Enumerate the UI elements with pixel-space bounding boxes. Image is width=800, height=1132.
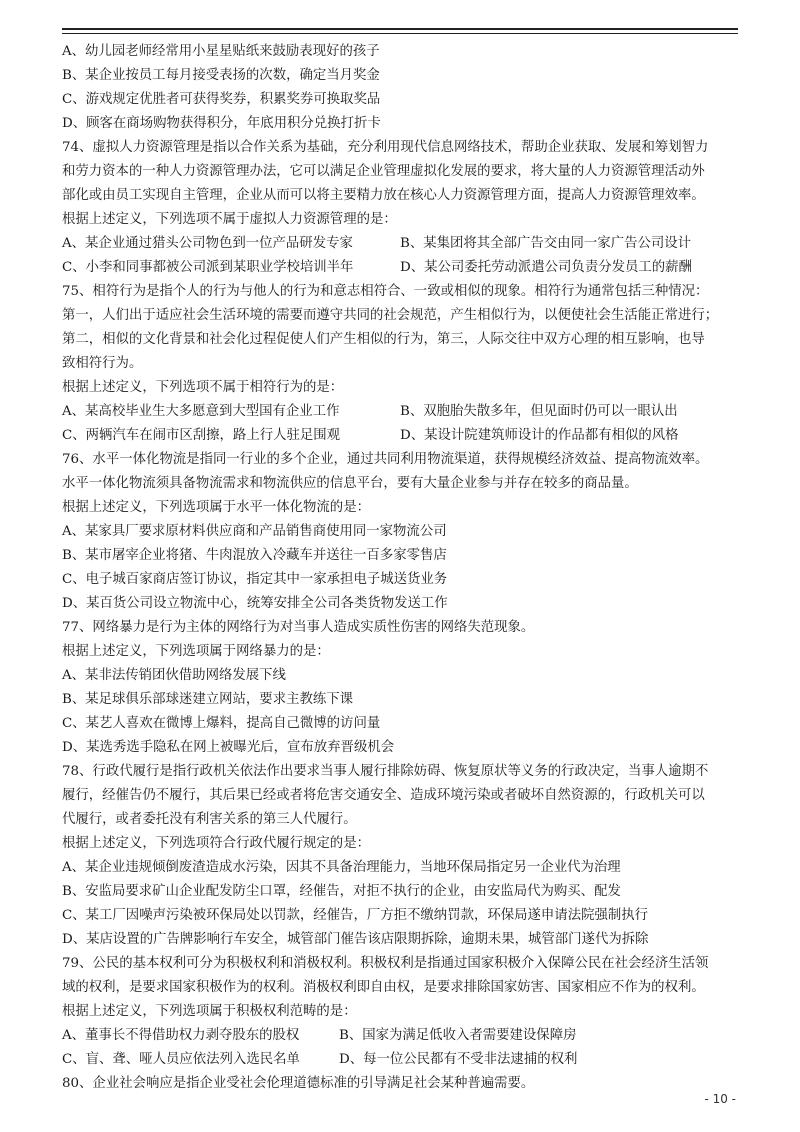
q73-option-a: A、幼儿园老师经常用小星星贴纸来鼓励表现好的孩子 bbox=[62, 44, 380, 59]
q74-stem-line-3: 部化或由员工实现自主管理，企业从而可以将主要精力放在核心人力资源管理方面，提高人力资源管理效率。 bbox=[62, 188, 705, 203]
q78-stem-line-3: 代履行，或者委托没有利害关系的第三人代履行。 bbox=[62, 812, 357, 827]
q74-options-row-1 bbox=[62, 232, 738, 256]
q78-option-c: C、某工厂因噪声污染被环保局处以罚款，经催告，厂方拒不缴纳罚款，环保局遂申请法院强制执行 bbox=[62, 908, 649, 923]
question-77 bbox=[62, 616, 738, 760]
q77-option-d: D、某选秀选手隐私在网上被曝光后，宣布放弃晋级机会 bbox=[62, 740, 395, 755]
q76-question: 根据上述定义，下列选项属于水平一体化物流的是： bbox=[62, 500, 370, 515]
q78-option-a: A、某企业违规倾倒废渣造成水污染，因其不具备治理能力，当地环保局指定另一企业代为治理 bbox=[62, 860, 621, 875]
question-74 bbox=[62, 136, 738, 280]
q76-option-d: D、某百货公司设立物流中心，统筹安排全公司各类货物发送工作 bbox=[62, 596, 448, 611]
q73-option-b: B、某企业按员工每月接受表扬的次数，确定当月奖金 bbox=[62, 68, 380, 83]
q73-options bbox=[62, 40, 738, 136]
q75-stem-line-2: 第一，人们出于适应社会生活环境的需要而遵守共同的社会规范，产生相似行为，以便使社会生活能正常进行； bbox=[62, 308, 719, 323]
q74-question: 根据上述定义，下列选项不属于虚拟人力资源管理的是： bbox=[62, 212, 397, 227]
q75-option-a: A、某高校毕业生大多愿意到大型国有企业工作 bbox=[62, 404, 340, 419]
q75-stem-line-1: 75、相符行为是指个人的行为与他人的行为和意志相符合、一致或相似的现象。相符行为通常包括三种情况： bbox=[62, 284, 709, 299]
q79-options-row-2 bbox=[62, 1048, 738, 1072]
q79-option-b: B、国家为满足低收入者需要建设保障房 bbox=[339, 1028, 577, 1043]
q76-option-c: C、电子城百家商店签订协议，指定其中一家承担电子城送货业务 bbox=[62, 572, 448, 587]
q79-option-a: A、董事长不得借助权力剥夺股东的股权 bbox=[62, 1028, 300, 1043]
q77-option-c: C、某艺人喜欢在微博上爆料，提高自己微博的访问量 bbox=[62, 716, 381, 731]
page-content bbox=[62, 40, 738, 1096]
q79-option-c: C、盲、聋、哑人员应依法列入选民名单 bbox=[62, 1052, 300, 1067]
q75-option-d: D、某设计院建筑师设计的作品都有相似的风格 bbox=[400, 428, 679, 443]
q76-stem-line-1: 76、水平一体化物流是指同一行业的多个企业，通过共同利用物流渠道，获得规模经济效益、提高物流效率。 bbox=[62, 452, 709, 467]
page-number: - 10 - bbox=[704, 1092, 736, 1106]
q75-options-row-1 bbox=[62, 400, 738, 424]
question-80 bbox=[62, 1072, 738, 1096]
q73-option-d: D、顾客在商场购物获得积分，年底用积分兑换打折卡 bbox=[62, 116, 381, 131]
q77-option-b: B、某足球俱乐部球迷建立网站，要求主教练下课 bbox=[62, 692, 354, 707]
question-75 bbox=[62, 280, 738, 448]
q75-option-c: C、两辆汽车在闹市区刮擦，路上行人驻足围观 bbox=[62, 428, 341, 443]
question-76 bbox=[62, 448, 738, 616]
q79-option-d: D、每一位公民都有不受非法逮捕的权利 bbox=[339, 1052, 578, 1067]
q74-options-row-2 bbox=[62, 256, 738, 280]
q75-question: 根据上述定义，下列选项不属于相符行为的是： bbox=[62, 380, 344, 395]
q78-stem-line-2: 履行，经催告仍不履行，其后果已经或者将危害交通安全、造成环境污染或者破坏自然资源的，行政机关可以 bbox=[62, 788, 705, 803]
q75-option-b: B、双胞胎失散多年，但见面时仍可以一眼认出 bbox=[400, 404, 678, 419]
q76-stem-line-2: 水平一体化物流须具备物流需求和物流供应的信息平台，要有大量企业参与并存在较多的商品量。 bbox=[62, 476, 638, 491]
q77-stem-line-1: 77、网络暴力是行为主体的网络行为对当事人造成实质性伤害的网络失范现象。 bbox=[62, 620, 535, 635]
q74-option-c: C、小李和同事都被公司派到某职业学校培训半年 bbox=[62, 260, 354, 275]
q75-options-row-2 bbox=[62, 424, 738, 448]
q74-option-a: A、某企业通过猎头公司物色到一位产品研发专家 bbox=[62, 236, 353, 251]
q73-option-c: C、游戏规定优胜者可获得奖券，积累奖券可换取奖品 bbox=[62, 92, 381, 107]
q78-question: 根据上述定义，下列选项符合行政代履行规定的是： bbox=[62, 836, 370, 851]
question-79 bbox=[62, 952, 738, 1072]
header-rule-thin bbox=[62, 33, 738, 34]
header-rule-thick bbox=[62, 28, 738, 30]
q78-option-b: B、安监局要求矿山企业配发防尘口罩，经催告，对拒不执行的企业，由安监局代为购买、配发 bbox=[62, 884, 621, 899]
q78-stem-line-1: 78、行政代履行是指行政机关依法作出要求当事人履行排除妨碍、恢复原状等义务的行政决定，当事人逾期不 bbox=[62, 764, 709, 779]
q79-stem-line-2: 域的权利，是要求国家积极作为的权利。消极权利即自由权，是要求排除国家妨害、国家相应不作为的权利。 bbox=[62, 980, 705, 995]
q79-options-row-1 bbox=[62, 1024, 738, 1048]
q74-option-b: B、某集团将其全部广告交由同一家广告公司设计 bbox=[400, 236, 692, 251]
q76-option-b: B、某市屠宰企业将猪、牛肉混放入冷藏车并送往一百多家零售店 bbox=[62, 548, 447, 563]
q76-option-a: A、某家具厂要求原材料供应商和产品销售商使用同一家物流公司 bbox=[62, 524, 447, 539]
question-78 bbox=[62, 760, 738, 952]
q77-option-a: A、某非法传销团伙借助网络发展下线 bbox=[62, 668, 286, 683]
q78-option-d: D、某店设置的广告牌影响行车安全，城管部门催告该店限期拆除，逾期未果，城管部门遂代为拆除 bbox=[62, 932, 649, 947]
q77-question: 根据上述定义，下列选项属于网络暴力的是： bbox=[62, 644, 330, 659]
q74-stem-line-2: 和劳力资本的一种人力资源管理办法，它可以满足企业管理虚拟化发展的要求，将大量的人力资源管理活动外 bbox=[62, 164, 705, 179]
q79-stem-line-1: 79、公民的基本权利可分为积极权利和消极权利。积极权利是指通过国家积极介入保障公民在社会经济生活领 bbox=[62, 956, 709, 971]
q79-question: 根据上述定义，下列选项属于积极权利范畴的是： bbox=[62, 1004, 357, 1019]
q80-stem-line-1: 80、企业社会响应是指企业受社会伦理道德标准的引导满足社会某种普遍需要。 bbox=[62, 1076, 535, 1091]
q74-option-d: D、某公司委托劳动派遣公司负责分发员工的薪酬 bbox=[400, 260, 692, 275]
q75-stem-line-4: 致相符行为。 bbox=[62, 356, 143, 371]
q75-stem-line-3: 第二，相似的文化背景和社会化过程促使人们产生相似的行为，第三，人际交往中双方心理的相互影响，也导 bbox=[62, 332, 705, 347]
q74-stem-line-1: 74、虚拟人力资源管理是指以合作关系为基础，充分利用现代信息网络技术，帮助企业获取、发展和筹划智力 bbox=[62, 140, 709, 155]
